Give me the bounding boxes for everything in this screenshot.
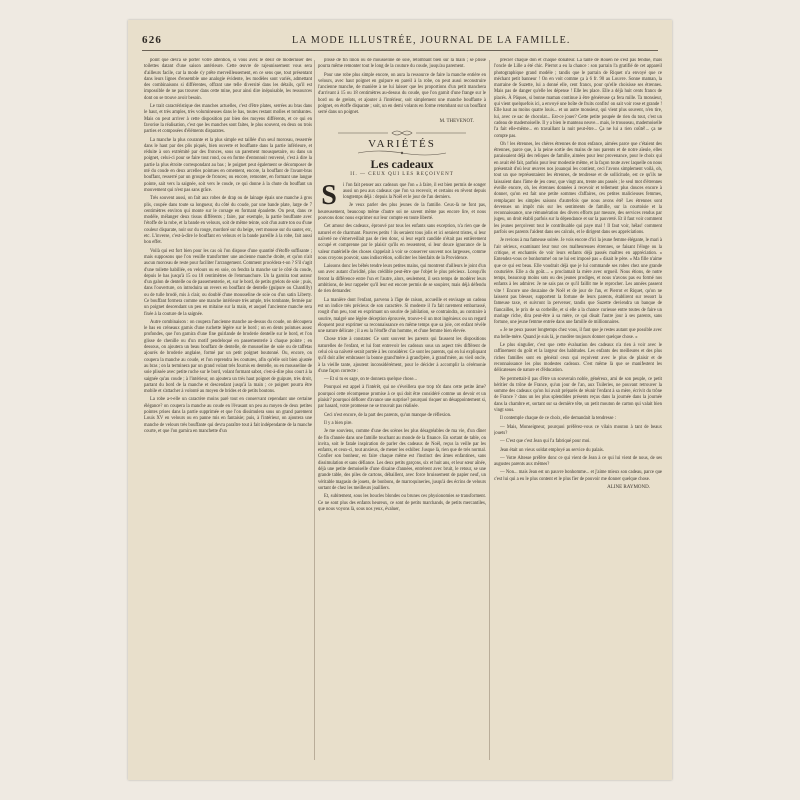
journal-title: LA MODE ILLUSTRÉE, JOURNAL DE LA FAMILLE. xyxy=(292,35,571,46)
paragraph: La robe a-t-elle un caractère moins paré tout en conservant cependant une certaine élégance? on coupera la manche au coude en l'évasant un peu au moyen de deux petites pointes prises dans la partie supprimée et que l'on dissimulera sous un grand parement Louis XV en velours ou en panne mis en fantaisie; puis, à l'intérieur, on ajoutera une manche de velours très bouffante qui devra paraître tout à fait indépendante de la manche courte, et que l'on garnira en manchette d'un xyxy=(144,397,312,434)
column-1 xyxy=(144,58,312,770)
paragraph: Jean était un vieux soldat employé au service du palais. xyxy=(500,447,604,453)
paragraph: Ne permettait-il pas d'être un souverain noble, généreux, ami de son peuple, ce petit héritier du trône de France, qu'un jour de l'an, aux Tuileries, ne pouvant retrouver la somme des cadeaux qu'on lui avait préparés de réunir l'enfant à sa mère, écrivit du trône de France ? dans un les plus splendides présents reçus dans la journée dans la journée dans la chambre et, sortant sur sa dernière tête, un petit mouton de carton qui valait bien vingt sous. xyxy=(494,376,662,414)
page-header xyxy=(142,34,658,51)
paragraph: Chose triste à constater. Ce sont souvent les parents qui faussent les dispositions naturelles de l'enfant, et lui font entrevoir les cadeaux sous un aspect très différent de celui où sa naïveté serait portée à les considérer. Ce sont les parents, qui en lui expliquant qu'il doit aller embrasser la bonne grand'mère à grand'père, à grand'mère, au vieil oncle, à la vieille tante, ajoutent inconsidérément, pour le décider à accomplir la cérémonie d'une façon correcte : xyxy=(318,337,486,374)
paragraph: « Je ne peux passer longtemps chez vous, il faut que je restes autant que possible avec ma belle-mère. Quand je suis là, je modère toujours donner quelque chose. » xyxy=(494,328,662,340)
paragraph: Il contemple chaque de ce choix, elle demandait la tendresse : xyxy=(500,416,616,422)
paragraph: point que devra se porter votre attention, si vous avez le désir de moderniser des toilettes datant d'une saison antérieure. Cette œuvre de rajeunissement vous sera d'ailleurs facile, car la mode s'y prête merveilleusement, en ce sens que, tout présentant dans leurs lignes d'ensemble une analogie évidente, les modèles sont variés, admettant des combinaisons si différentes, offrant une telle diversité dans les détails, qu'il est impossible de ne pas trouver dans cette mine, pour ainsi dire inépuisable, les ressources dont on se trouve avoir besoin. xyxy=(144,58,312,101)
paragraph: Je revions à ma fameuse soirée. Je vois encore d'ici la jeune femme élégante, le mari à l'air sérieux, examinant leur tour ces malheureuses étrennes, se faisant l'éloge ou la critique, et enchantés de voir leurs enfants déjà passés maîtres en appréciation. « Entendez-vous ce bonhomme! on ne lui est imposé pas « disait le père. « Ma fille n'aime que ce qui est beau. Elle voudrait déjà que je lui commande ses robes chez une grande couturière. Elle a du goût.... » proclamait la mère avec orgueil. Nous étions, de notre temps, beaucoup moins sots ou des jeunes prodiges, et nous n'avons pas eu formé nos enfants à les admirer. Je ne sais pas ce qu'il faillit me le reprocher. Les années passent vite ! Encore une douzaine de Noël et de jour de l'an, et Pierrot et Riquet, qu'on ne laissent pas blesser, supportent la fortune de leurs parents, établirent sur ressort la fameuse taxe, et suivront la perverser, tandis que Suzette deviendra un banque de fiancailles, le prix de sa corbeille, et si elle a la chance curieuse entre toutes de faire un mariage riche, dira peut-être à sa mère, ce qui disait l'autre jour à ses parents, sans fortune, une jeune femme entrée dans une famille de millionnaires. xyxy=(494,238,662,326)
paragraph: Oh ! les étrennes, les chères étrennes de mon enfance, aimées parce que c'étaient des étrennes, parce que, à la peine sortie des mains de nos parents et de notre aïeule, elles paraissaient déjà des reliques de famille, aimées pour leur provenance, pour le choix qui en avait été fait, parfois pour leur modestie même, et la façon toute avec laquelle on nous présentait d'où leur œuvres nos jouanqui les contient, ceci l'avons simplement voilà, oh, tout un que représentaient les étrennes, de tendresse et de sollicitude, est ce qu'ils ne laissaient dans l'âme de jeu cœur, que vingt ans, trente ans passés ; le seul mot d'étrennes éveille encore, oh, les étrennes données à recevoir et tellement plus douces encore à donner, qu'on est fait une petite sommes d'affaires, ces petites malicieuses femmes, remplaçant les simples saisons d'autrefois que nous avons été! Les étrennes sont devenues un impôt mis sur les sentiments de famille, sur la courtoisie et la reconnaissance, une rémunération des divers efforts par mesure, des services rendus par jugeu, un droit établi parfois sur la dépendance et sur la pauvreté. Et il faut voir comment les jeunes perçoivent tout le contribuable qui paye mal ! Il faut voir, hélas! comment parfois ses parents l'aident dans ses calculs, et le dirigent dans ses appréciations. xyxy=(494,141,662,236)
column-3 xyxy=(494,58,662,770)
paragraph: La manche la plus courante et la plus simple est taillée d'un seul morceau, resserrée dans le haut par des plis piqués, bien ouverte et bouffante dans la partie inférieure, et réduite à son extrémité par des fronces, sous un parement mousquetaire, ou dans un poignet, celui-ci pour se faire tout rond, ou en forme d'entonnoir renversé, c'est à dire la partie la plus étroite correspondant au bas ; le poignet peut également se décomposer de nté du coude en deux arcelles pointues en ornement, encore, la bouffant de l'avant-bras bouffant, resserré par un groupe de fronces; ou encore, remonter, en formant une langue pointe, sait vers la saignée, soit vers le coude, ce qui donne à la chute du bouffant un mouvement qui n'est pas sans grâce. xyxy=(144,137,312,193)
paragraph: Cet amour des cadeaux, éprouvé par tous les enfants sans exception, n'a rien que de naturel et de charmant. Pauvres petits ! ils seraient tous jolis et ici seraient tristes, si leur naïveté ne s'émerveillait pas de rien donc, si leur esprit candide n'était pas entièrement occupé et comprenne par le plaisir qu'ils en ressentent, si leur douce ignorance de la valeur matérielle des choses s'appelait à voir se conserver souvent nos largesses, comme nous croyons pouvoir, sans indiscrétion, solliciter les bienfaits de la Providence. xyxy=(318,224,486,261)
paragraph: — Et si tu es sage, on te donnera quelque chose... xyxy=(324,377,417,383)
paragraph: Laissons donc les bébés tendre leurs petites mains, qui montrent d'ailleurs le joint d'un son avec autant d'avidité, plus crédible peut-être que l'objet le plus précieux. Lorsqu'ils feront la différence entre l'un et l'autre, alors, seulement, il sera temps de modérer leurs ambitions, de leur rappeler qu'il leur est encore permis de se soupirer, mais déjà défendu de rien demander. xyxy=(318,264,486,295)
column-2 xyxy=(318,58,486,770)
page-number: 626 xyxy=(142,34,163,46)
paragraph: La manière dont l'enfant, parvenu à l'âge de raison, accueille et envisage un cadeau est un indice très précieux de son caractère. Si modeste il l'a fait rarement embarrassé, rougit d'un peu, tout en exprimant un sourire de jubilation, se contraindra, au contraire à sourire, malgré une légère déception éprouvée, trouve-t-il un mot ingénieux ou un regard éloquent pour exprimer sa reconnaissance en même temps que sa joie, cet enfant révèle une nature délicate ; il a eu la l'étoffe d'un homme, et d'une femme bien élevée. xyxy=(318,297,486,335)
author-signature: M. THEVENOT. xyxy=(439,118,474,124)
paragraph: Très souvent aussi, on fait aux robes de drap ou de lainage épais une manche à gros plis, coupée dans toute sa longueur, du côté du coude, par une bande plate, large de 7 centimètres environ qui monte sur le corsage en formant épaulette. On peut, dans ce modèle, mélanger deux tissus différents ; faire, par exemple, la partie bouffante avec l'étoffe de la robe, et la bande en velours, soit de même teinte, soit d'un autre ton ou d'une couleur disparate, noir sur du rouge, mordoré sur du beige, vert mousse sur du sauter, etc, etc. L'inverse, c'est-à-dire le bouffant en velours et la bande pareille à la robe, fait aussi bon effet. xyxy=(144,196,312,246)
article-title: Les cadeaux xyxy=(370,157,434,172)
paragraph: Autre combinaison : on coupera l'ancienne manche au-dessus du coude, on découpera le bas en créneaux garnis d'une ruchette légère sur le bord ; on en dents pointues assez profondes, que l'on garnira d'une fine guirlande de broderie dentelle sur le bord, et l'on glisse de chenille ou d'un motif pendeloqué en passementerie à chaque pointe ; en dessous, on ajoutera un beau bouffant de dentelle, de mousseline de soie ou de taffetas ajourés de broderie anglaise, formé par un petit poignet boutonné. Ou, encore, on coupera la manche au coude, et l'on reprendra les coutures, afin qu'elle soit bien ajustée au bras ; on la terminera par un grand volant très fournis en dentelle, ou en mousseline de soie plissée avec petite ruche sur le bord, volant formant sabot, c'est-à-dire plus court à la saignée qu'au coude ; à l'intérieur, on ajoutera un très haut poignet de guipure, très droit, partant du bord de la manche et descendant jusqu'à la main ; ce poignet pourra être mobile et s'attacher à volonté au moyen de brides et de petits boutons. xyxy=(144,319,312,395)
paragraph: — Non... mais Jean est un pauvre bonhomme... et j'aime mieux son cadeau, parce que c'est lui qui a eu le plus content et le plus fier de pouvoir me donner quelque chose. xyxy=(494,470,662,482)
article-subtitle: II. — CEUX QUI LES REÇOIVENT xyxy=(350,172,454,178)
column-divider xyxy=(314,60,315,760)
paragraph: Voilà qui est fort bien pour les cas où l'on dispose d'une quantité d'étoffe suffisante ; mais supposons que l'on veuille transformer une ancienne manche droite, et qu'on n'ait aucun morceau de reste pour faciliter l'arrangement. Comment procédera-t-on ? S'il s'agit d'une toilette habillée, en velours ou en soie, on fendra la manche sur le côté du coude, depuis le bas jusqu'à 15 ou 18 centimètres de l'emmanchure. Un la garnira tout autour d'un galon de dentelle ou de passementerie, et, sur le bord, de petits grelots de soie ; puis, dans l'ouverture, on introduira un revers en bouffant de dentelle (guipure ou Chantilly) ou de tulle brodé, mis à clair, ou doublé d'une mousseline de soie ou d'un satin Liberty. Ce bouffant formera comme une manche intérieure très ample, très tombante, fermée par un poignet descendant un peu en mitaine sur la main, et auquel l'ancienne manche sera fixée à la couture de la saignée. xyxy=(144,248,312,317)
paragraph: Le plus singulier, c'est que cette évaluation des cadeaux n'a rien à voir avec le raffinement du goût et la largeur des habitudes. Les enfants des meilleures et des plus riches familles sont en général ceux qui reçoivent avec le plus de plaisir et de reconnaissance les plus modestes cadeaux. C'est même là que se manifestent les délicatesses de nature et d'éducation. xyxy=(494,343,662,374)
paragraph: plissé de fin linon ou de mousseline de soie, retombant bien sur la main ; se plissé pourra même remonter tout le long de la couture du coude, jusqu'au parement. xyxy=(318,58,486,70)
ornament-divider-icon xyxy=(318,149,486,157)
paragraph: Le trait caractéristique des manches actuelles, c'est d'être plates, serrées au bras dans le haut, et très amples, très volumineuses dans le bas, toutes restant molles et tombantes. Mais on peut arriver à cette disposition par bien des moyens différents, et ce qui en favorise la réalisation, c'est que les manches sont faites, le plus souvent, en deux ou trois parties et composées d'éléments disparates. xyxy=(144,104,312,135)
paragraph: Et, subitement, sous les boucles blondes ou brunes ces physionomies se transforment. Ce ne sont plus des enfants heureux, ce sont de petits marchands, de petits mercantiles, que nous voyons là, sous nos yeux, évaluer, xyxy=(318,494,486,512)
paragraph: — Mais, Monseigneur, pourquoi préférez-vous ce vilain mouton à tant de beaux jouets? xyxy=(494,424,662,436)
paragraph: — C'est que c'est Jean qui l'a fabriqué pour moi. xyxy=(500,439,591,445)
column-divider xyxy=(489,60,490,760)
drop-cap: S xyxy=(321,179,337,211)
paragraph: Je veux parler des plus jeunes de la famille. Ceux-là ne font pas, heureusement, beaucoup même d'autre soi ne savent même pas encore lire, et nous pouvons donc nous exprimer sur leur compte en toute liberté. xyxy=(318,203,486,222)
section-title: VARIÉTÉS xyxy=(368,137,436,150)
ornament-divider-icon xyxy=(318,129,486,137)
paragraph: Ceci n'est encore, de la part des parents, qu'un manque de réflexion. xyxy=(324,412,452,418)
paragraph: Pourquoi est appel à l'intérêt, qui ne s'éveillera que trop tôt dans cette petite âme? pourquoi cette récompense promise à ce qui doit être considéré comme un devoir et un plaisir? pourquoi déflorer d'avance une surprise? pourquoi risquer un désappointement si, par hasard, votre promesse ne se trouvait pas réalisée. xyxy=(318,385,486,410)
paragraph: — Votre Altesse préfère donc ce qui vient de Jean à ce qui lui vient de nous, de ses augustes parents aux mêmes? xyxy=(494,455,662,468)
paragraph: précier chaque don et chaque donateur. La tante de Rouen ne s'est pas fendue, mais l'oncle de Lille a été chic. Pierrot a eu la chance : son parrain l'a gratifié de cet appareil photographique grand modèle ; tandis que le parrain de Riquet n'a envoyé que ce méchant petit banneur ! On en voit comme ça à 6 fr. 90 au Louvre. Sonne maman, la marraine de Suzette, lui a donné elle, cent francs, pour qu'elle choisisse ses étrennes. Mais pas de danger qu'elle les dépense ! Elle les place. Elle a déjà huit cents francs de placés. À Pâques, si bonne maman continue à être généreuse ça fera mille. Ta monsieur, qui vient quelquefois ici, a envoyé une boîte de fruits confits! on sait voir rose et grande ! Elle haut au moins quatre louis... et un autre monsieur, qui vient plus souvent, n'en tire, lui, avec ce sac de chocolat... Est-ce jouer? Cette petite poupée de rien du tout, c'est un cadeau de mademoiselle. Il y a bien le manteau neuve... mais, le trousseau, mademoiselle l'a fait elle-même... en travaillant la nuit peut-être... Ça ne lui a rien coûté!... ça ne compte pas. xyxy=(494,58,662,139)
newspaper-page xyxy=(128,20,672,780)
author-signature: ALINE RAYMOND. xyxy=(607,485,650,490)
paragraph: Il y a bien pire. xyxy=(324,420,353,426)
paragraph: Je me souviens, comme d'une des scènes les plus désagréables de ma vie, d'un dîner de fin d'année dans une famille touchant au monde de la finance. En sortant de table, on invita, soit le fatale inspiration de parler des cadeaux de Noël, reçus la veille par les enfants, et ceux-ci, tout anxieux, de mener les exhiber. Jusque là, rien que de très normal. Confier son bonheur, en faire chaque même est l'instinct des âmes enfantines, sans dissimulation et sans défiance. Les deux petits garçons, six et huit ans, et leur sœur aînée, déjà une petite demoiselle d'une dixaine d'années, entrèrent avec bruit, le retour, se une grande table, des piles de cartons, débaillent, avec force bruissement de papier neuf, un véritable magasin de jouets, de bonbons, de marroquineries, jusqu'à des écrins de velours sortant de chez les meilleurs joailliers. xyxy=(318,429,486,491)
paragraph: Pour une robe plus simple encore, on aura la ressource de faire la manche entière en velours, avec haut poignet en guipure en pareil à la robe, on peut aussi reconstruire l'ancienne manche, de manière à ne lui laisser que les proportions d'un petit manchera d'arrivant à 15 ou 18 centimètres au-dessus du coude, que l'on garnit d'une frange sur le bord ou de grelots, et ajouter à l'intérieur, soit simplement une manche bouffante à poignet, en étoffe disparate ; soit, un en demi volants en forme retombant sur un bouffant serré dans un poignet. xyxy=(318,72,486,116)
paragraph: i l'on fait penser aux cadeaux que l'on « à faire, il est bien permis de songer aussi un peu aux cadeaux que l'on va recevoir, et certains en rêvent depuis longtemps déjà : depuis la Noël et le jour de l'an derniers. xyxy=(343,182,486,201)
